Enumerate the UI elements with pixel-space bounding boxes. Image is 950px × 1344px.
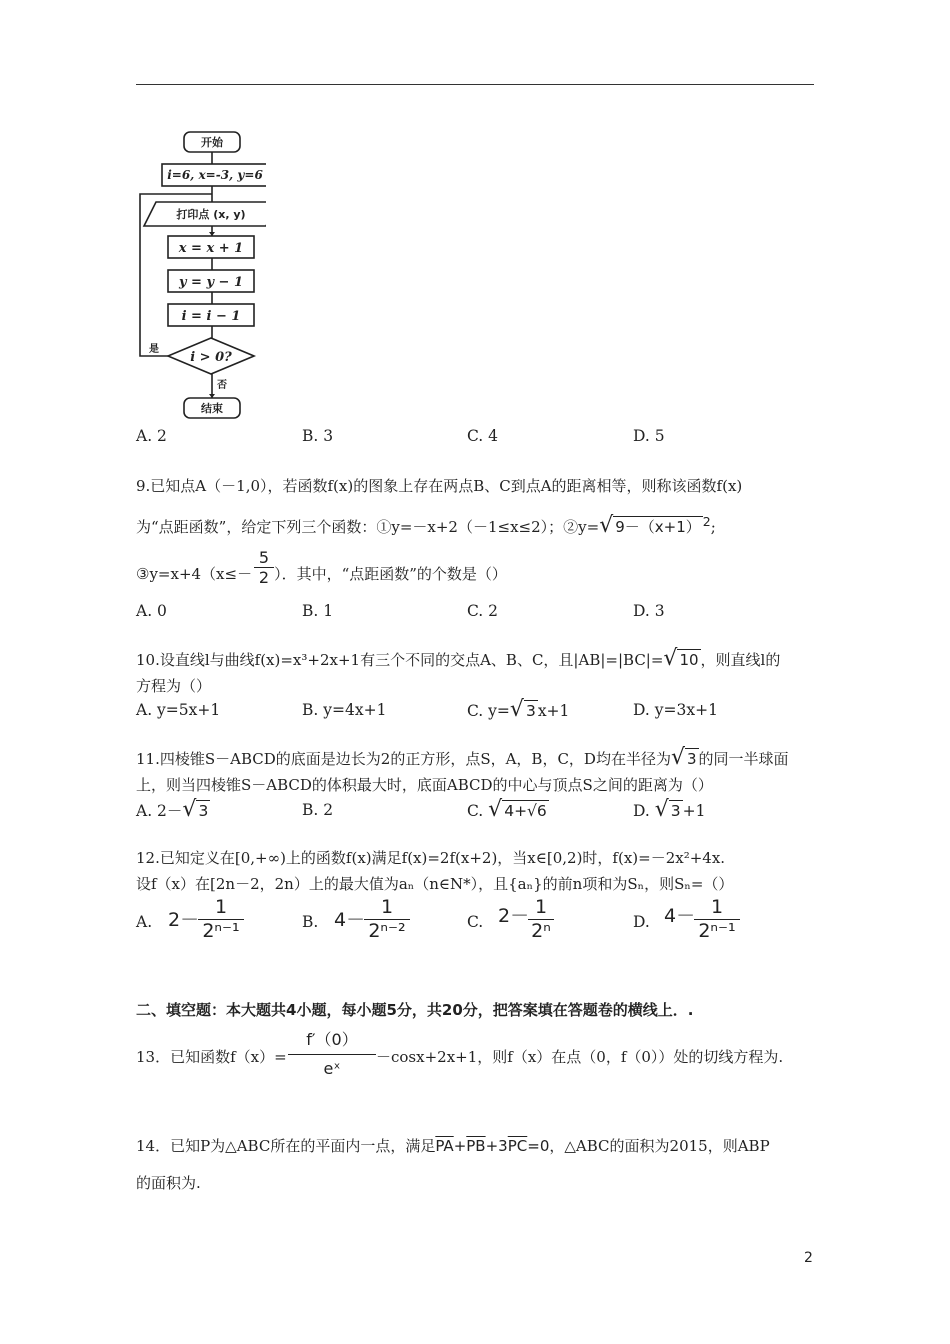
q13-num: f′（0） bbox=[288, 1026, 376, 1055]
q12-optb-num: 1 bbox=[364, 896, 410, 920]
q14-plus2: +3 bbox=[485, 1137, 508, 1155]
page-number: 2 bbox=[804, 1250, 813, 1266]
q13-prefix: 13．已知函数f（x）= bbox=[136, 1048, 287, 1066]
header-rule bbox=[136, 84, 814, 85]
q11-option-b: B. 2 bbox=[302, 801, 334, 819]
q12-option-a-int: 2－ bbox=[168, 909, 200, 931]
q14-eq: =0， bbox=[527, 1137, 565, 1155]
q12-option-a-frac bbox=[198, 896, 244, 943]
q13-suffix: －cosx+2x+1，则f（x）在点（0，f（0））处的切线方程为. bbox=[376, 1048, 784, 1066]
q12-optb-den: 2ⁿ⁻² bbox=[368, 920, 406, 942]
q14-plus1: + bbox=[453, 1137, 467, 1155]
q11-opta-radicand: 3 bbox=[198, 802, 209, 820]
q11-radicand: 3 bbox=[686, 750, 697, 768]
q9-option-c: C. 2 bbox=[467, 602, 499, 620]
q10-option-c bbox=[467, 697, 570, 722]
q12-option-c-frac bbox=[528, 896, 554, 943]
q10-option-d: D. y=3x+1 bbox=[633, 701, 718, 719]
q14-line2: 的面积为. bbox=[136, 1174, 201, 1192]
q11-option-a bbox=[136, 797, 210, 822]
q13-den: eˣ bbox=[323, 1059, 341, 1078]
fc-yes-label: 是 bbox=[149, 344, 159, 355]
q12-option-a-label: A. bbox=[136, 913, 153, 931]
q14-line1 bbox=[136, 1136, 770, 1156]
q14-mid: △ABC的面积为2015，则ABP bbox=[564, 1137, 770, 1155]
q12-option-d-label: D. bbox=[633, 913, 650, 931]
q12-option-c-label: C. bbox=[467, 913, 484, 931]
q8-option-d: D. 5 bbox=[633, 427, 665, 445]
q11-line2: 上，则当四棱锥S－ABCD的体积最大时，底面ABCD的中心与顶点S之间的距离为（） bbox=[136, 776, 713, 794]
q12-option-b-label: B. bbox=[302, 913, 319, 931]
q12-opta-den: 2ⁿ⁻¹ bbox=[202, 920, 240, 942]
fc-print-label: 打印点 (x, y) bbox=[176, 208, 246, 221]
q12-optd-den: 2ⁿ⁻¹ bbox=[698, 920, 736, 942]
q14-prefix: 14．已知P为△ABC所在的平面内一点，满足 bbox=[136, 1137, 436, 1155]
q9-radical-sign: √ bbox=[599, 513, 614, 538]
q10-line1-text: 10.设直线l与曲线f(x)=x³+2x+1有三个不同的交点A、B、C，且|AB|=|BC|= bbox=[136, 651, 664, 669]
fc-step2-label: y = y − 1 bbox=[178, 275, 244, 290]
q11-line1-text: 11.四棱锥S－ABCD的底面是边长为2的正方形，点S，A，B，C，D均在半径为 bbox=[136, 750, 671, 768]
q8-option-a: A. 2 bbox=[136, 427, 167, 445]
q12-option-b-frac bbox=[364, 896, 410, 943]
fc-start-label: 开始 bbox=[201, 136, 223, 149]
q9-option-d: D. 3 bbox=[633, 602, 665, 620]
q14-vec-pb: $\overline{PB}$ bbox=[466, 1137, 486, 1155]
q12-optc-num: 1 bbox=[528, 896, 554, 920]
q11-optc-radicand: 4+√6 bbox=[504, 802, 547, 820]
fc-no-label: 否 bbox=[217, 380, 227, 391]
q10-line2: 方程为（） bbox=[136, 677, 212, 695]
q9-frac-den: 2 bbox=[258, 568, 270, 587]
q11-radical-sign: √ bbox=[670, 745, 685, 770]
q9-line3-end: ）．其中，“点距函数”的个数是（） bbox=[274, 565, 507, 583]
q9-option-b: B. 1 bbox=[302, 602, 334, 620]
q8-option-c: C. 4 bbox=[467, 427, 499, 445]
q14-vec-pa: $\overline{PA}$ bbox=[435, 1137, 454, 1155]
flowchart bbox=[126, 122, 266, 422]
q10-optc-radicand: 3 bbox=[525, 702, 536, 720]
q9-radicand: 9－（x+1） bbox=[615, 518, 701, 536]
q9-line3 bbox=[136, 564, 507, 584]
q9-frac-num: 5 bbox=[254, 548, 274, 568]
fc-cond-label: i > 0? bbox=[190, 350, 232, 365]
q12-line1: 12.已知定义在[0,+∞)上的函数f(x)满足f(x)=2f(x+2)，当x∈[0,2)时，f(x)=－2x²+4x. bbox=[136, 849, 726, 867]
q9-line2-end: ; bbox=[710, 518, 716, 536]
fc-step1-label: x = x + 1 bbox=[178, 241, 244, 256]
q12-opta-num: 1 bbox=[198, 896, 244, 920]
section-title: 二、填空题：本大题共4小题，每小题5分，共20分，把答案填在答题卷的横线上．. bbox=[136, 1001, 694, 1019]
q9-fraction bbox=[254, 548, 274, 587]
fc-end-label: 结束 bbox=[201, 402, 223, 415]
q10-option-b: B. y=4x+1 bbox=[302, 701, 387, 719]
q12-optd-num: 1 bbox=[694, 896, 740, 920]
q12-option-d-int: 4－ bbox=[664, 905, 696, 927]
q11-line1 bbox=[136, 745, 789, 770]
q11-optc-text: C. bbox=[467, 802, 489, 820]
q10-optc-text: C. y= bbox=[467, 702, 510, 720]
q9-line2-text: 为“点距函数”，给定下列三个函数：①y=－x+2（－1≤x≤2）；②y= bbox=[136, 518, 600, 536]
fc-step3-label: i = i − 1 bbox=[181, 309, 241, 324]
q10-radical-sign: √ bbox=[663, 646, 678, 671]
q9-line1: 9.已知点A（－1,0），若函数f(x)的图象上存在两点B、C到点A的距离相等，则称该函数f(x) bbox=[136, 477, 743, 495]
q10-option-a: A. y=5x+1 bbox=[136, 701, 221, 719]
fc-init-label: i=6, x=-3, y=6 bbox=[167, 168, 263, 182]
q12-option-d-frac bbox=[694, 896, 740, 943]
q10-optc-radical: √ bbox=[509, 697, 524, 722]
q11-opta-text: A. 2－ bbox=[136, 802, 183, 820]
q11-optc-radical: √ bbox=[488, 797, 503, 822]
q12-optc-den: 2ⁿ bbox=[531, 920, 551, 942]
q10-line1-end: ，则直线l的 bbox=[700, 651, 781, 669]
q14-vec-pc: $\overline{PC}$ bbox=[507, 1137, 528, 1155]
q10-radicand: 10 bbox=[679, 651, 699, 669]
q11-opta-radical: √ bbox=[182, 797, 197, 822]
q12-line2: 设f（x）在[2n－2，2n）上的最大值为aₙ（n∈N*），且{aₙ}的前n项和为Sₙ，则Sₙ=（） bbox=[136, 875, 734, 893]
q9-exponent: 2 bbox=[702, 514, 711, 529]
q8-option-b: B. 3 bbox=[302, 427, 334, 445]
q10-line1 bbox=[136, 646, 781, 671]
q12-option-b-int: 4－ bbox=[334, 909, 366, 931]
q11-optd-end: +1 bbox=[682, 802, 706, 820]
q13-fraction bbox=[288, 1026, 376, 1083]
q9-line3-text: ③y=x+4（x≤－ bbox=[136, 565, 253, 583]
q11-option-d bbox=[633, 797, 706, 822]
q11-optd-text: D. bbox=[633, 802, 655, 820]
q11-line1-end: 的同一半球面 bbox=[698, 750, 789, 768]
q12-option-c-int: 2－ bbox=[498, 905, 530, 927]
q9-line2 bbox=[136, 512, 716, 537]
q9-option-a: A. 0 bbox=[136, 602, 167, 620]
q11-optd-radical: √ bbox=[654, 797, 669, 822]
q10-optc-end: x+1 bbox=[537, 702, 570, 720]
q11-option-c bbox=[467, 797, 549, 822]
q11-optd-radicand: 3 bbox=[670, 802, 681, 820]
